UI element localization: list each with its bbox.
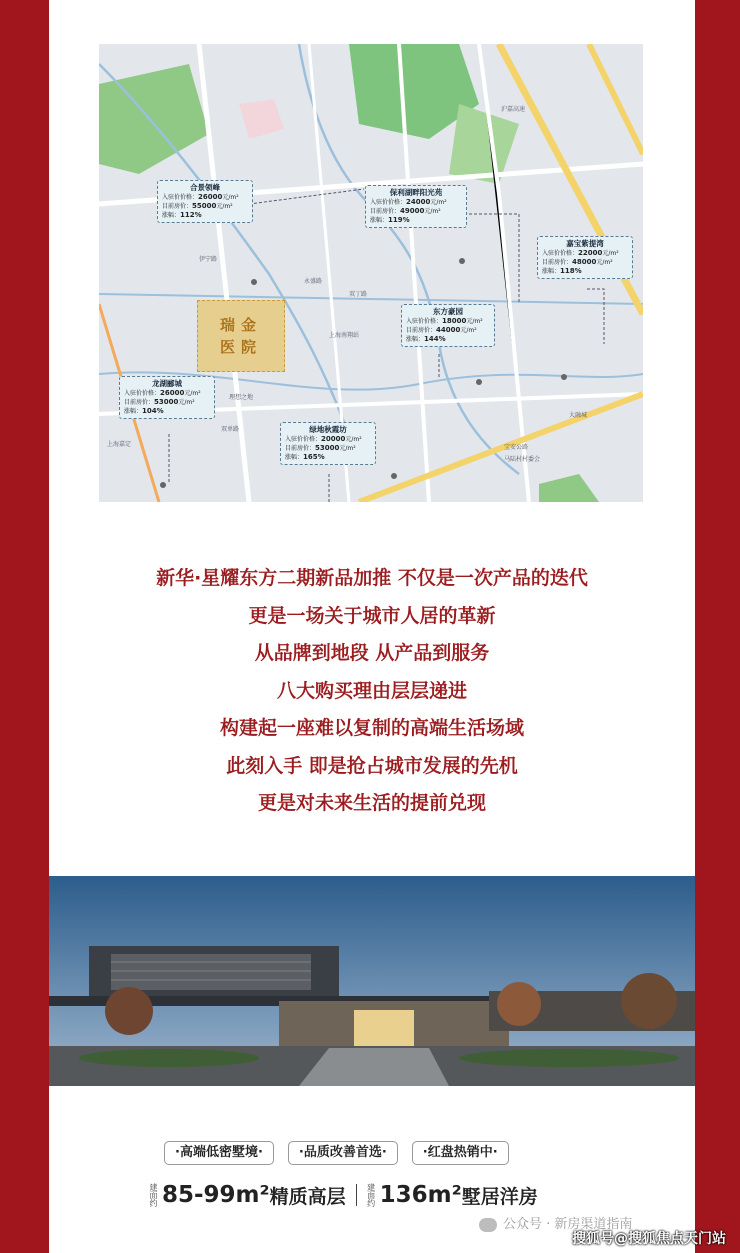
callout-title: 绿地秋霞坊 — [309, 425, 347, 434]
copy-line: 构建起一座难以复制的高端生活场域 — [219, 717, 524, 739]
copy-line: 新华·星耀东方二期新品加推 不仅是一次产品的迭代 — [156, 567, 588, 589]
callout-title: 合景领峰 — [190, 183, 220, 192]
callout-title: 东方豪园 — [433, 307, 463, 316]
pin-icon — [459, 258, 465, 264]
hospital-line1: 瑞金 — [219, 316, 262, 334]
promo-copy — [49, 560, 695, 823]
map-label: 沪嘉高速 — [501, 106, 526, 113]
feature-tag: ·红盘热销中· — [412, 1141, 509, 1165]
project-callout: 嘉宝紫提湾 入驻价价格：22000元/m² 目前房价：48000元/m² 涨幅：118% — [537, 236, 633, 279]
project-callout: 龙湖郦城 入驻价价格：26000元/m² 目前房价：53000元/m² 涨幅：104% — [119, 376, 215, 419]
poster-panel — [49, 0, 695, 1253]
copy-line: 八大购买理由层层递进 — [276, 679, 467, 702]
spec-divider — [356, 1184, 357, 1206]
pin-icon — [476, 379, 482, 385]
unit-spec — [149, 1178, 538, 1212]
callout-title: 龙湖郦城 — [152, 379, 182, 388]
spec-type: 精质高层 — [269, 1185, 346, 1208]
copy-line: 更是对未来生活的提前兑现 — [257, 792, 486, 814]
spec-prefix: 建面约 — [149, 1183, 158, 1207]
copy-line: 更是一场关于城市人居的革新 — [248, 604, 496, 627]
wechat-watermark-text: 公众号 · 新房渠道指南 — [503, 1217, 633, 1232]
map-label: 上海南翔站 — [329, 332, 360, 339]
map-label: 大融城 — [569, 412, 588, 419]
copy-line: 此刻入手 即是抢占城市发展的先机 — [226, 754, 518, 777]
map-label: 理想之地 — [229, 394, 254, 401]
map-label: 上海嘉定 — [107, 441, 132, 448]
feature-tag: ·品质改善首选· — [288, 1141, 398, 1165]
spec-area: 136m² — [379, 1182, 462, 1208]
project-callout: 东方豪园 入驻价价格：18000元/m² 目前房价：44000元/m² 涨幅：144% — [401, 304, 495, 347]
spec-type: 墅居洋房 — [461, 1185, 538, 1208]
map-label: 双丁路 — [349, 291, 368, 298]
map-label: 双单路 — [221, 426, 240, 433]
feature-tags — [164, 1141, 509, 1165]
callout-title: 保利湖畔阳光苑 — [389, 188, 443, 197]
building-illustration — [49, 876, 695, 1086]
spec-prefix: 建面约 — [366, 1183, 376, 1207]
map-label: 马陆村村委会 — [504, 456, 541, 463]
map-label: 伊宁路 — [199, 256, 218, 263]
sohu-watermark: 搜狐号@搜狐焦点天门站 — [572, 1231, 726, 1247]
callout-title: 嘉宝紫提湾 — [566, 239, 604, 248]
project-callout: 绿地秋霞坊 入驻价价格：20000元/m² 目前房价：53000元/m² 涨幅：165% — [280, 422, 376, 465]
pin-icon — [251, 279, 257, 285]
map-label: 宝安公路 — [504, 444, 529, 451]
location-map — [99, 44, 643, 502]
feature-tag: ·高端低密墅境· — [164, 1141, 274, 1165]
copy-line: 从品牌到地段 从产品到服务 — [254, 642, 490, 664]
hospital-marker — [197, 300, 285, 372]
map-label: 永盛路 — [304, 278, 323, 285]
pin-icon — [160, 482, 166, 488]
building-photo — [49, 876, 695, 1086]
wechat-icon — [479, 1218, 497, 1232]
spec-area: 85-99m² — [162, 1182, 270, 1208]
project-callout: 保利湖畔阳光苑 入驻价价格：24000元/m² 目前房价：49000元/m² 涨幅：119% — [365, 185, 467, 228]
hospital-line2: 医院 — [219, 338, 262, 356]
pin-icon — [391, 473, 397, 479]
project-callout: 合景领峰 入驻价价格：26000元/m² 目前房价：55000元/m² 涨幅：112% — [157, 180, 253, 223]
pin-icon — [561, 374, 567, 380]
